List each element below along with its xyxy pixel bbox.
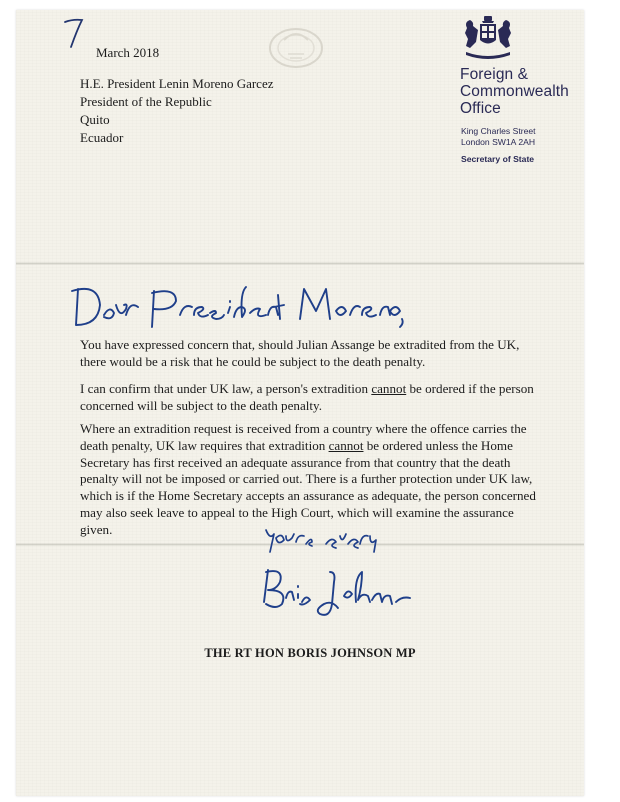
royal-coat-of-arms-icon bbox=[458, 14, 518, 62]
recipient-line-country: Ecuador bbox=[80, 130, 124, 145]
handwritten-date-number bbox=[63, 16, 85, 50]
paragraph-confirmation-text-1: I can confirm that under UK law, a person's extradition bbox=[80, 381, 372, 396]
recipient-address bbox=[80, 75, 274, 147]
paragraph-confirmation-text-2: be ordered if the person concerned will be subject to the death penalty. bbox=[80, 381, 534, 413]
department-name-line-1: Foreign & bbox=[460, 66, 529, 83]
department-name bbox=[460, 66, 569, 117]
department-address-line-1: King Charles Street bbox=[461, 126, 536, 136]
department-address-line-2: London SW1A 2AH bbox=[461, 137, 536, 147]
fold-line-upper bbox=[16, 262, 584, 265]
paragraph-concern: You have expressed concern that, should Julian Assange be extradited from the UK, there would be a risk that he could be subject to the death penalty. bbox=[80, 337, 520, 369]
paragraph-law-detail-text-1: Where an extradition request is received from a country where the offence carries the death penalty, UK law requires that extradition bbox=[80, 421, 527, 453]
handwritten-signature bbox=[256, 562, 416, 626]
handwritten-salutation bbox=[68, 275, 408, 331]
department-name-line-3: Office bbox=[460, 100, 501, 117]
recipient-line-name: H.E. President Lenin Moreno Garcez bbox=[80, 76, 274, 91]
sender-role: Secretary of State bbox=[461, 154, 535, 164]
svg-text:7: 7 bbox=[69, 42, 70, 43]
handwritten-valediction bbox=[264, 522, 384, 556]
department-address bbox=[461, 126, 536, 148]
paragraph-law-detail bbox=[80, 421, 540, 539]
paragraph-confirmation bbox=[80, 381, 540, 415]
recipient-line-title: President of the Republic bbox=[80, 94, 212, 109]
letter-date: March 2018 bbox=[96, 45, 160, 60]
signatory-name: THE RT HON BORIS JOHNSON MP bbox=[204, 646, 416, 660]
paragraph-law-detail-emphasis: cannot bbox=[328, 437, 364, 453]
recipient-line-city: Quito bbox=[80, 112, 110, 127]
paragraph-law-detail-text-2: be ordered unless the Home Secretary has first received an adequate assurance from that country that the death penalty will not be imposed or carried out. There is a further protection under UK law, which is if the Home Secretary accepts an assurance as adequate, the person concerned may also seek leave to appeal to the High Court, which will examine the assurance given. bbox=[80, 437, 536, 537]
department-name-line-2: Commonwealth bbox=[460, 83, 569, 100]
paragraph-confirmation-emphasis: cannot bbox=[371, 381, 407, 396]
embossed-seal-icon bbox=[266, 22, 326, 70]
